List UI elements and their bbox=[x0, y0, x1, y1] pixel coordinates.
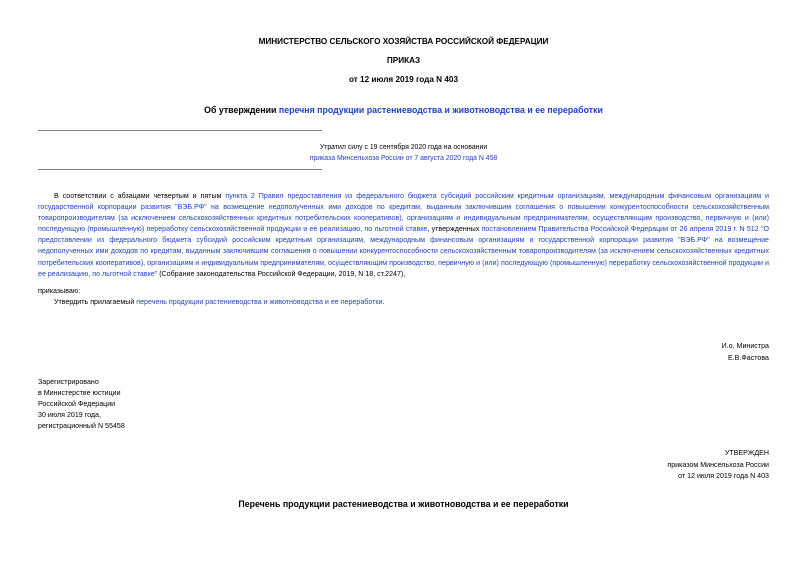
approval-stamp bbox=[667, 448, 769, 483]
signatory-position: И.о. Министра bbox=[721, 342, 769, 350]
approved-list-link[interactable]: перечень продукции растениеводства и животноводства и ее переработки bbox=[136, 298, 383, 306]
divider-top bbox=[38, 130, 322, 131]
document-title bbox=[0, 105, 807, 115]
divider-bottom bbox=[38, 169, 322, 170]
approved-label: УТВЕРЖДЕН bbox=[724, 449, 769, 457]
preamble-text-1: В соответствии с абзацами четвертым и пятым bbox=[54, 192, 226, 200]
preamble-text-2: , утвержденных bbox=[427, 225, 482, 234]
order-text-prefix: Утвердить прилагаемый bbox=[54, 298, 137, 306]
preamble-text-3: (Собрание законодательства Российской Федерации, 2019, N 18, ст.2247), bbox=[157, 269, 406, 278]
rules-link[interactable]: пункта 2 Правил предоставления из федерального бюджета субсидий российским кредитным организациям, международным финансовым организациям и государственной корпорации развития "ВЭБ.РФ" на возмещение недополученных ими доходов по кредитам, выданным заключившим соглашения о повышении конкурентоспособности сельскохозяйственным товаропроизводителям (за исключением сельскохозяйственных кредитных потребительских кооперативов), организациям и индивидуальным предпринимателям, осуществляющим производство, первичную и (или) последующую (промышленную) переработку сельскохозяйственной продукции и ее реализацию, по льготной ставке bbox=[38, 192, 770, 234]
document-date-number: от 12 июля 2019 года N 403 bbox=[348, 75, 459, 84]
title-link[interactable]: перечня продукции растениеводства и животноводства и ее переработки bbox=[278, 105, 603, 115]
order-paragraph bbox=[54, 297, 384, 308]
title-prefix: Об утверждении bbox=[204, 105, 279, 115]
registration-line-3: Российской Федерации bbox=[38, 400, 116, 409]
preamble-paragraph bbox=[38, 191, 769, 280]
registration-line-1: Зарегистрировано bbox=[38, 378, 99, 386]
signature-block bbox=[722, 341, 769, 364]
signatory-name: Е.В.Фастова bbox=[727, 353, 769, 362]
list-title: Перечень продукции растениеводства и животноводства и ее переработки bbox=[238, 499, 569, 509]
registration-line-5: регистрационный N 55458 bbox=[38, 422, 125, 431]
status-note-line1: Утратил силу с 19 сентября 2020 года на основании bbox=[319, 144, 488, 151]
document-type: ПРИКАЗ bbox=[386, 56, 421, 65]
repeal-order-link[interactable]: приказа Минсельхоза России от 7 августа 2020 года N 458 bbox=[309, 155, 498, 162]
registration-line-2: в Министерстве юстиции bbox=[38, 389, 121, 398]
government-decree-link[interactable]: постановлением Правительства Российской Федерации от 26 апреля 2019 г. N 512 "О предоставлении из федерального бюджета субсидий российским кредитным организациям, международным финансовым организациям и государственной корпорации развития "ВЭБ.РФ" на возмещение недополученных ими доходов по кредитам, выданным заключившим соглашения о повышении конкурентоспособности сельскохозяйственным товаропроизводителям (за исключением сельскохозяйственных кредитных потребительских кооперативов), организациям и индивидуальным предпринимателям, осуществляющим производство, первичную и (или) последующую (промышленную) переработку сельскохозяйственной продукции и ее реализацию, по льготной ставке" bbox=[38, 225, 769, 278]
registration-line-4: 30 июля 2019 года, bbox=[38, 411, 101, 420]
registration-block bbox=[38, 377, 125, 432]
order-word: приказываю: bbox=[38, 287, 81, 295]
order-text-suffix: . bbox=[382, 298, 385, 306]
ministry-heading: МИНИСТЕРСТВО СЕЛЬСКОГО ХОЗЯЙСТВА РОССИЙСКОЙ ФЕДЕРАЦИИ bbox=[258, 37, 549, 46]
approved-order-date: от 12 июля 2019 года N 403 bbox=[678, 472, 769, 480]
approved-by-order: приказом Минсельхоза России bbox=[667, 460, 769, 469]
status-note-line2 bbox=[0, 155, 807, 162]
